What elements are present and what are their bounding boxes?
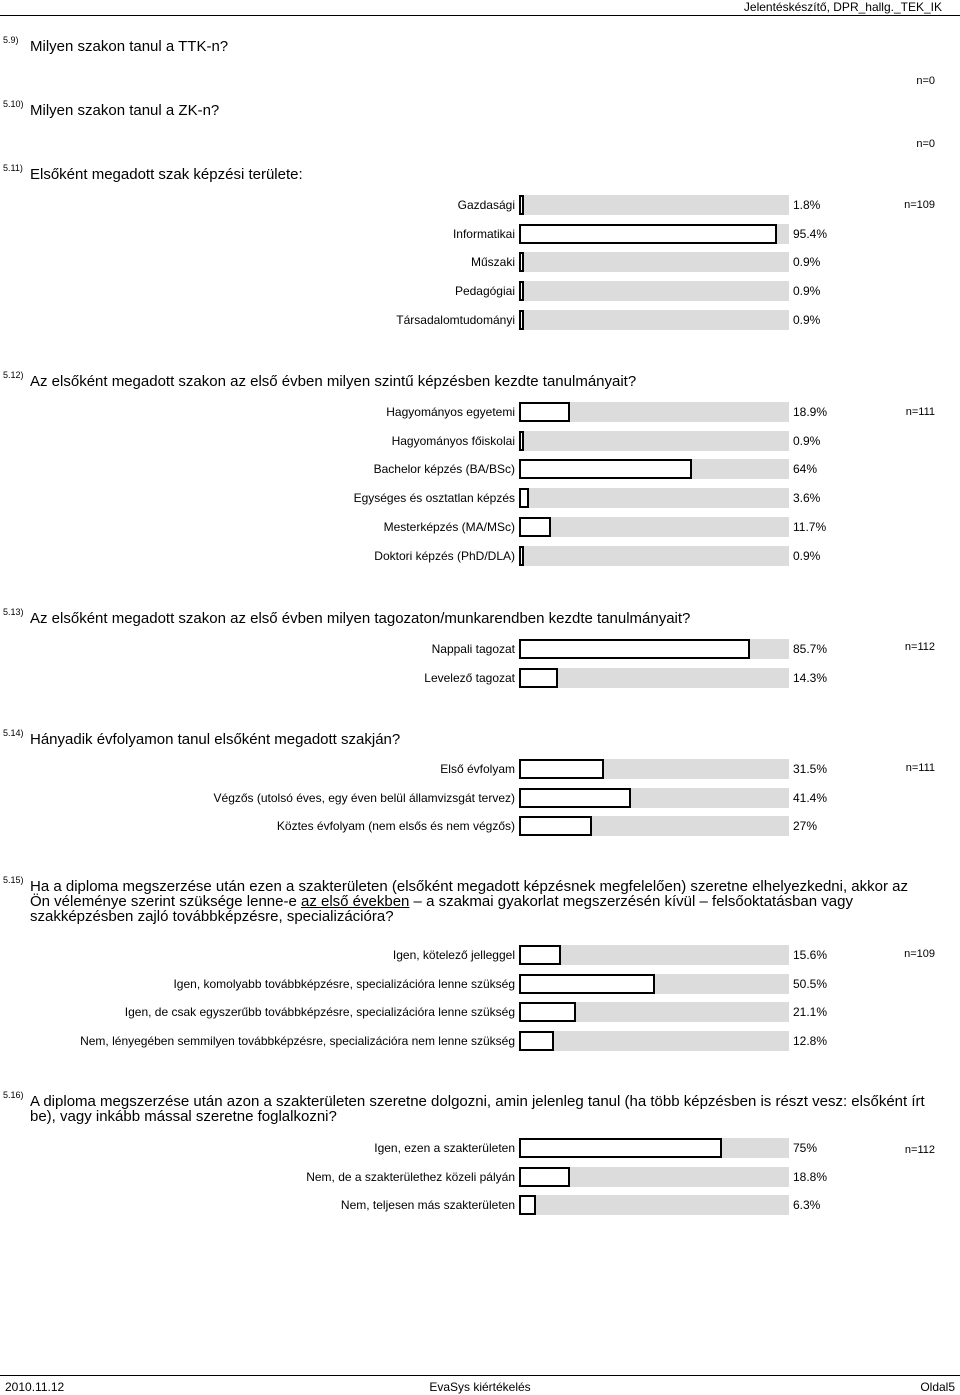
percentage-bar bbox=[519, 1031, 554, 1051]
response-count: n=109 bbox=[904, 948, 935, 960]
response-count: n=0 bbox=[916, 138, 935, 150]
bar-track bbox=[519, 668, 789, 688]
percentage-bar bbox=[519, 310, 524, 330]
option-label: Első évfolyam bbox=[440, 762, 515, 776]
option-label: Műszaki bbox=[470, 255, 515, 270]
percentage-bar bbox=[519, 402, 570, 422]
bar-track bbox=[519, 431, 789, 451]
answer-option bbox=[0, 431, 960, 451]
footer-title: EvaSys kiértékelés bbox=[429, 1380, 531, 1394]
question-text: Hányadik évfolyamon tanul elsőként megadott szakján? bbox=[30, 731, 401, 748]
option-label: Hagyományos egyetemi bbox=[386, 405, 515, 419]
option-label: Társadalomtudományi bbox=[396, 312, 515, 327]
option-label: Köztes évfolyam (nem elsős és nem végzős) bbox=[276, 819, 515, 834]
answer-option bbox=[0, 224, 960, 244]
option-label: Nem, teljesen más szakterületen bbox=[340, 1198, 515, 1213]
answer-option bbox=[0, 281, 960, 301]
percentage-bar bbox=[519, 252, 524, 272]
option-percentage: 50.5% bbox=[793, 976, 828, 991]
option-percentage: 27% bbox=[793, 819, 818, 834]
option-percentage: 21.1% bbox=[793, 1005, 828, 1020]
option-percentage: 11.7% bbox=[793, 519, 827, 534]
option-percentage: 18.8% bbox=[793, 1169, 828, 1184]
footer-date: 2010.11.12 bbox=[5, 1380, 65, 1394]
option-label: Igen, komolyabb továbbképzésre, specializációra lenne szükség bbox=[173, 976, 515, 991]
bar-track bbox=[519, 488, 789, 508]
question-number: 5.9) bbox=[3, 35, 19, 45]
response-count: n=112 bbox=[904, 641, 935, 653]
option-label: Doktori képzés (PhD/DLA) bbox=[374, 548, 515, 563]
question-text bbox=[30, 879, 925, 924]
header-divider bbox=[0, 15, 960, 16]
percentage-bar bbox=[519, 195, 524, 215]
percentage-bar bbox=[519, 431, 524, 451]
answer-option bbox=[0, 1167, 960, 1187]
percentage-bar bbox=[519, 974, 655, 994]
question-text-part: Ha a diploma megszerzése után ezen a szakterületen (elsőként megadott képzésnek megfelelően) szeretne elhelyezkedni, akkor az Ön véleménye szerint szüksége lenne-e bbox=[30, 878, 908, 910]
answer-option bbox=[0, 459, 960, 479]
answer-option bbox=[0, 310, 960, 330]
question-text: Elsőként megadott szak képzési területe: bbox=[30, 166, 303, 183]
question-number: 5.14) bbox=[3, 728, 24, 738]
bar-track bbox=[519, 1031, 789, 1051]
answer-option bbox=[0, 974, 960, 994]
percentage-bar bbox=[519, 488, 529, 508]
answer-option bbox=[0, 252, 960, 272]
answer-option bbox=[0, 759, 960, 779]
option-percentage: 6.3% bbox=[793, 1198, 821, 1213]
footer-divider bbox=[0, 1375, 960, 1376]
report-title: Jelentéskészítő, DPR_hallg._TEK_IK bbox=[743, 0, 942, 14]
response-count: n=0 bbox=[916, 75, 935, 87]
percentage-bar bbox=[519, 546, 524, 566]
question-text: Milyen szakon tanul a ZK-n? bbox=[30, 102, 220, 119]
option-percentage: 31.5% bbox=[793, 762, 828, 776]
bar-track bbox=[519, 195, 789, 215]
option-label: Végzős (utolsó éves, egy éven belül államvizsgát tervez) bbox=[213, 790, 515, 805]
option-percentage: 18.9% bbox=[793, 405, 828, 419]
option-percentage: 0.9% bbox=[793, 312, 821, 327]
answer-option bbox=[0, 1002, 960, 1022]
option-label: Igen, de csak egyszerűbb továbbképzésre, specializációra lenne szükség bbox=[124, 1005, 515, 1020]
option-label: Bachelor képzés (BA/BSc) bbox=[373, 462, 515, 477]
option-label: Nem, de a szakterülethez közeli pályán bbox=[306, 1169, 515, 1184]
question-text-part: – a szakmai gyakorlat megszerzésén kívül – felsőoktatásban vagy szakképzésben zajló továbbképzésre, specializációra? bbox=[30, 893, 853, 925]
percentage-bar bbox=[519, 1167, 570, 1187]
option-label: Hagyományos főiskolai bbox=[391, 433, 515, 448]
bar-track bbox=[519, 546, 789, 566]
question-number: 5.11) bbox=[3, 163, 23, 173]
answer-option bbox=[0, 945, 960, 965]
bar-track bbox=[519, 310, 789, 330]
answer-option bbox=[0, 668, 960, 688]
question-text: Milyen szakon tanul a TTK-n? bbox=[30, 38, 229, 55]
answer-option bbox=[0, 1031, 960, 1051]
option-label: Igen, kötelező jelleggel bbox=[392, 948, 515, 962]
percentage-bar bbox=[519, 224, 777, 244]
percentage-bar bbox=[519, 459, 692, 479]
percentage-bar bbox=[519, 788, 631, 808]
percentage-bar bbox=[519, 945, 561, 965]
option-label: Mesterképzés (MA/MSc) bbox=[383, 519, 515, 534]
option-percentage: 3.6% bbox=[793, 491, 821, 506]
response-count: n=111 bbox=[905, 762, 935, 774]
question-text: A diploma megszerzése után azon a szakterületen szeretne dolgozni, amin jelenleg tanul (ha több képzésben is részt vesz: elsőként írt be), vagy inkább mással szeretne foglalkozni? bbox=[30, 1093, 925, 1125]
percentage-bar bbox=[519, 759, 604, 779]
option-label: Nappali tagozat bbox=[431, 642, 515, 656]
percentage-bar bbox=[519, 639, 750, 659]
question-number: 5.13) bbox=[3, 607, 24, 617]
footer-page: Oldal5 bbox=[920, 1380, 955, 1394]
answer-option bbox=[0, 639, 960, 659]
option-percentage: 64% bbox=[793, 462, 818, 477]
question-text: Az elsőként megadott szakon az első évben milyen tagozaton/munkarendben kezdte tanulmányait? bbox=[30, 610, 691, 627]
question-number: 5.10) bbox=[3, 99, 24, 109]
answer-option bbox=[0, 546, 960, 566]
percentage-bar bbox=[519, 668, 558, 688]
answer-option bbox=[0, 195, 960, 215]
response-count: n=112 bbox=[904, 1144, 935, 1156]
answer-option bbox=[0, 402, 960, 422]
answer-option bbox=[0, 1195, 960, 1215]
percentage-bar bbox=[519, 281, 524, 301]
option-label: Informatikai bbox=[452, 226, 515, 241]
option-percentage: 0.9% bbox=[793, 255, 821, 270]
response-count: n=109 bbox=[904, 199, 935, 211]
answer-option bbox=[0, 788, 960, 808]
option-percentage: 12.8% bbox=[793, 1034, 828, 1049]
question-text-emphasis: az első években bbox=[300, 893, 410, 910]
bar-track bbox=[519, 517, 789, 537]
option-label: Gazdasági bbox=[457, 198, 515, 212]
option-percentage: 15.6% bbox=[793, 948, 828, 962]
option-percentage: 85.7% bbox=[793, 642, 828, 656]
answer-option bbox=[0, 488, 960, 508]
answer-option bbox=[0, 517, 960, 537]
option-percentage: 75% bbox=[793, 1141, 818, 1155]
answer-option bbox=[0, 1138, 960, 1158]
option-label: Igen, ezen a szakterületen bbox=[374, 1141, 515, 1155]
question-number: 5.16) bbox=[3, 1090, 24, 1100]
option-percentage: 41.4% bbox=[793, 790, 828, 805]
response-count: n=111 bbox=[905, 406, 935, 418]
question-number: 5.12) bbox=[3, 370, 24, 380]
bar-track bbox=[519, 252, 789, 272]
option-percentage: 1.8% bbox=[793, 198, 821, 212]
question-number: 5.15) bbox=[3, 875, 24, 885]
bar-track bbox=[519, 1195, 789, 1215]
percentage-bar bbox=[519, 1138, 722, 1158]
question-text: Az elsőként megadott szakon az első évben milyen szintű képzésben kezdte tanulmányait? bbox=[30, 373, 637, 390]
option-percentage: 0.9% bbox=[793, 548, 821, 563]
bar-track bbox=[519, 281, 789, 301]
option-label: Egységes és osztatlan képzés bbox=[353, 491, 515, 506]
option-label: Pedagógiai bbox=[454, 284, 515, 299]
percentage-bar bbox=[519, 816, 592, 836]
percentage-bar bbox=[519, 1002, 576, 1022]
option-label: Levelező tagozat bbox=[424, 670, 515, 685]
option-percentage: 14.3% bbox=[793, 670, 828, 685]
percentage-bar bbox=[519, 1195, 536, 1215]
option-percentage: 0.9% bbox=[793, 433, 821, 448]
option-percentage: 0.9% bbox=[793, 284, 821, 299]
answer-option bbox=[0, 816, 960, 836]
option-label: Nem, lényegében semmilyen továbbképzésre, specializációra nem lenne szükség bbox=[80, 1034, 515, 1049]
percentage-bar bbox=[519, 517, 551, 537]
option-percentage: 95.4% bbox=[793, 226, 828, 241]
